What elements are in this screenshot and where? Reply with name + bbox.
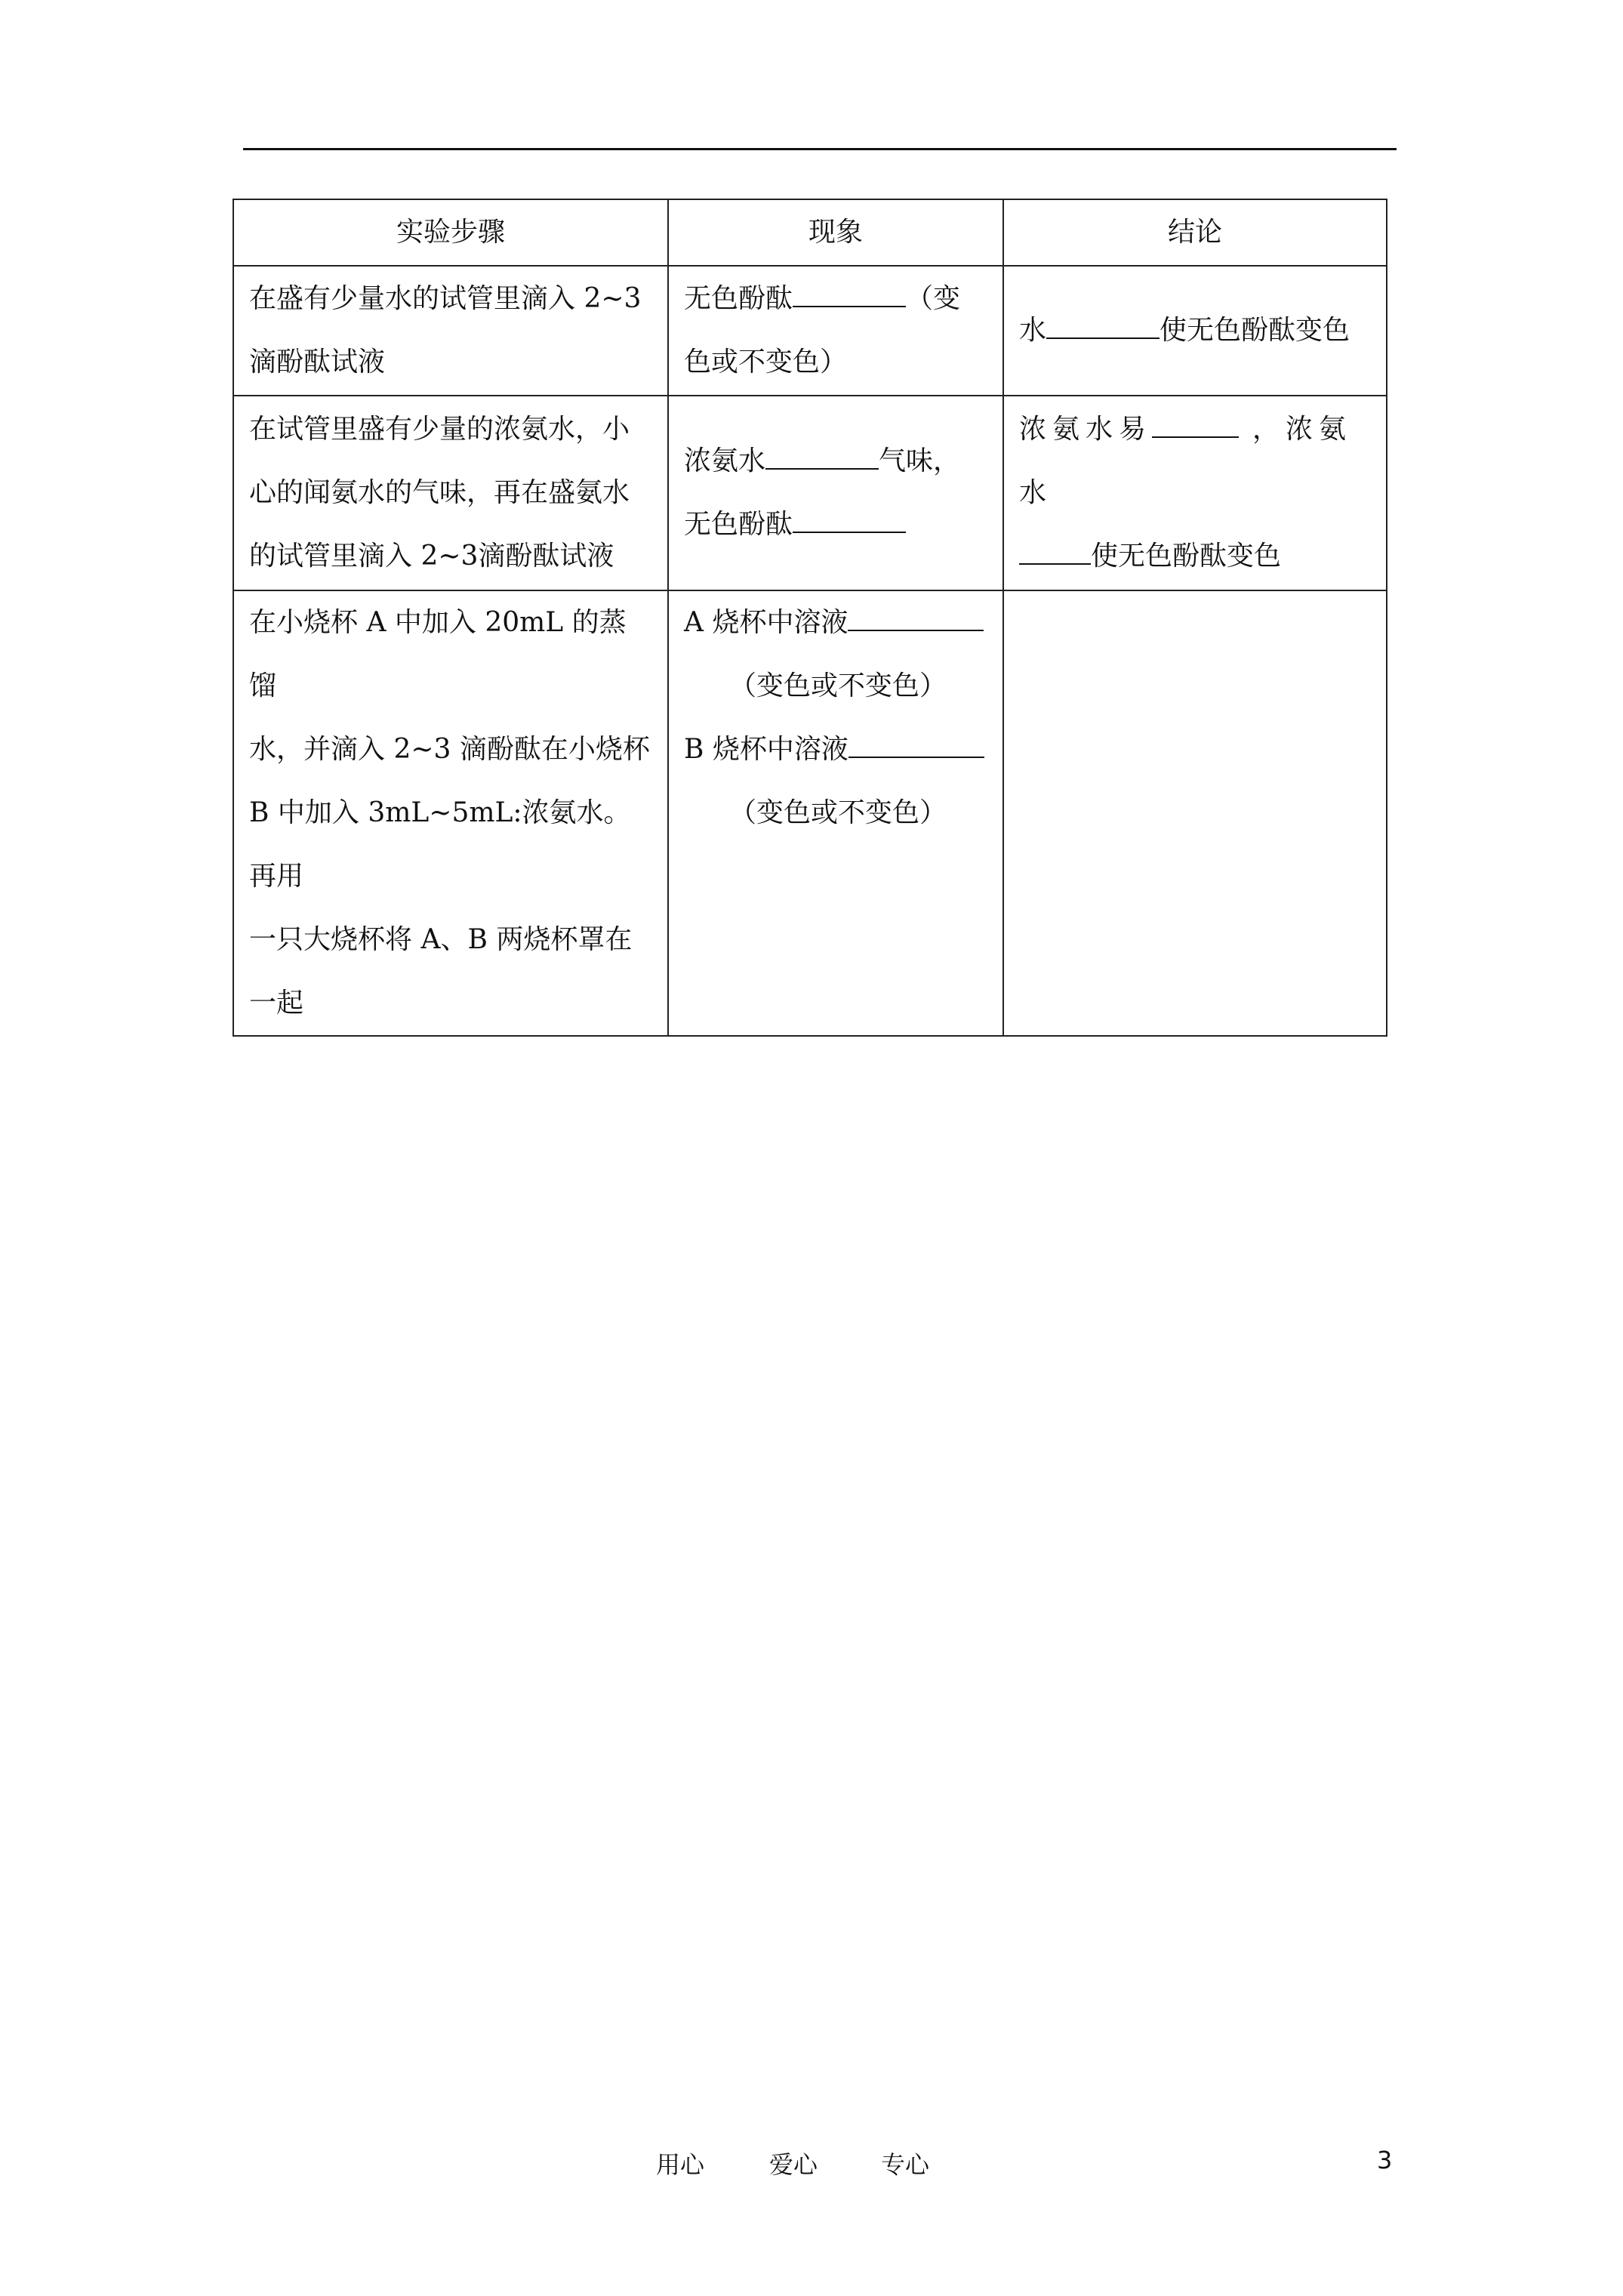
conclusion-text: ，浓氨水 (1019, 414, 1353, 508)
conclusion-cell (1003, 590, 1387, 1036)
header-phenomenon: 现象 (668, 199, 1003, 266)
conclusion-text: 使无色酚酞变色 (1160, 315, 1350, 346)
phenomenon-cell (668, 590, 1003, 1036)
answer-blank[interactable] (765, 444, 879, 470)
phenomenon-text: 浓氨水 (684, 445, 766, 476)
phenomenon-cell (668, 266, 1003, 396)
phenomenon-text: （变 (906, 283, 961, 314)
step-line: 在小烧杯 A 中加入 20mL 的蒸馏 (249, 607, 627, 701)
answer-blank[interactable] (1046, 313, 1160, 339)
conclusion-cell (1003, 396, 1387, 590)
table-header-row (233, 199, 1387, 266)
answer-blank[interactable] (1019, 539, 1091, 565)
step-line: 的试管里滴入 2~3滴酚酞试液 (249, 541, 614, 572)
phenomenon-cell (668, 396, 1003, 590)
footer-motto-3: 专心 (881, 2150, 930, 2179)
table-row (233, 266, 1387, 396)
answer-blank[interactable] (848, 606, 984, 631)
step-line: 一起 (249, 988, 304, 1019)
step-line: 在盛有少量水的试管里滴入 2~3 (249, 283, 642, 314)
answer-blank[interactable] (1152, 412, 1239, 438)
table-row (233, 396, 1387, 590)
phenomenon-text: （变色或不变色） (729, 797, 947, 828)
answer-blank[interactable] (793, 507, 906, 533)
step-cell (233, 396, 668, 590)
conclusion-cell (1003, 266, 1387, 396)
step-line: B 中加入 3mL~5mL:浓氨水。再用 (249, 797, 631, 892)
answer-blank[interactable] (793, 282, 906, 307)
step-line: 心的闻氨水的气味，再在盛氨水 (249, 477, 630, 508)
conclusion-text: 使无色酚酞变色 (1091, 541, 1282, 572)
conclusion-text: 水 (1019, 315, 1047, 346)
footer-motto-2: 爱心 (769, 2150, 818, 2179)
phenomenon-text: 无色酚酞 (684, 509, 793, 540)
phenomenon-text: （变色或不变色） (729, 670, 947, 701)
page-number: 3 (1377, 2146, 1393, 2174)
phenomenon-text: B 烧杯中溶液 (684, 734, 848, 765)
phenomenon-text: 气味， (879, 445, 961, 476)
footer-motto-1: 用心 (656, 2150, 705, 2179)
conclusion-text: 浓氨水易 (1019, 414, 1153, 445)
step-line: 滴酚酞试液 (249, 347, 386, 378)
header-conclusion: 结论 (1003, 199, 1387, 266)
step-line: 水，并滴入 2~3 滴酚酞在小烧杯 (249, 734, 650, 765)
phenomenon-text: 色或不变色） (684, 347, 848, 378)
header-rule (243, 148, 1397, 150)
header-steps: 实验步骤 (233, 199, 668, 266)
step-cell (233, 266, 668, 396)
answer-blank[interactable] (848, 732, 984, 758)
experiment-table (233, 199, 1387, 1037)
step-cell (233, 590, 668, 1036)
step-line: 在试管里盛有少量的浓氨水，小 (249, 414, 630, 445)
table-row (233, 590, 1387, 1036)
phenomenon-text: 无色酚酞 (684, 283, 793, 314)
phenomenon-text: A 烧杯中溶液 (684, 607, 848, 638)
step-line: 一只大烧杯将 A、B 两烧杯罩在 (249, 924, 633, 955)
